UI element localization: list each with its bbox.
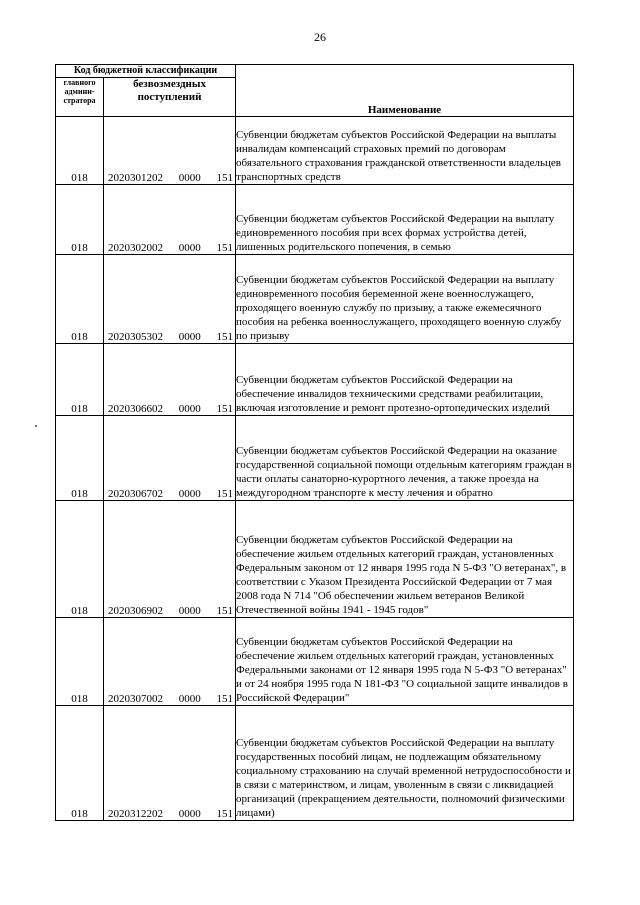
code-sub: 0000 bbox=[178, 403, 201, 415]
code-sub: 0000 bbox=[178, 808, 201, 820]
admin-code: 018 bbox=[56, 501, 104, 618]
admin-code: 018 bbox=[56, 706, 104, 821]
revenue-code bbox=[104, 344, 236, 416]
code-kind: 151 bbox=[216, 242, 233, 254]
row-name: Субвенции бюджетам субъектов Российской Федерации на выплату государственных пособий лицам, не подлежащим обязательному социальному страхованию на случай временной нетрудоспособности и в связи с материнством, и лицам, уволенным в связи с ликвидацией организаций (прекращением деятельности, полномочий физическими лицами) bbox=[236, 706, 574, 821]
row-name: Субвенции бюджетам субъектов Российской Федерации на оказание государственной социальной помощи отдельным категориям граждан в части оплаты санаторно-курортного лечения, а также проезда на междугородном транспорте к месту лечения и обратно bbox=[236, 416, 574, 501]
revenue-code bbox=[104, 416, 236, 501]
admin-code: 018 bbox=[56, 255, 104, 344]
admin-code: 018 bbox=[56, 618, 104, 706]
code-main: 2020305302 bbox=[108, 331, 163, 343]
code-sub: 0000 bbox=[178, 605, 201, 617]
admin-code: 018 bbox=[56, 416, 104, 501]
code-kind: 151 bbox=[216, 331, 233, 343]
admin-code: 018 bbox=[56, 344, 104, 416]
revenue-code bbox=[104, 185, 236, 255]
code-main: 2020302002 bbox=[108, 242, 163, 254]
code-main: 2020306702 bbox=[108, 488, 163, 500]
code-kind: 151 bbox=[216, 808, 233, 820]
budget-classification-table bbox=[55, 64, 574, 821]
revenue-code bbox=[104, 255, 236, 344]
page-number: 26 bbox=[314, 30, 326, 44]
row-name: Субвенции бюджетам субъектов Российской Федерации на выплаты инвалидам компенсаций страховых премий по договорам обязательного страхования гражданской ответственности владельцев транспортных средств bbox=[236, 117, 574, 185]
header-revenue: безвозмездных поступлений bbox=[104, 78, 236, 117]
header-admin: главного админи-стратора bbox=[56, 78, 104, 117]
code-sub: 0000 bbox=[178, 488, 201, 500]
table-row bbox=[56, 117, 574, 185]
header-budget-classification: Код бюджетной классификации bbox=[56, 65, 236, 78]
code-kind: 151 bbox=[216, 693, 233, 705]
scan-speck bbox=[35, 425, 37, 427]
revenue-code bbox=[104, 501, 236, 618]
revenue-code bbox=[104, 117, 236, 185]
table-row bbox=[56, 185, 574, 255]
code-main: 2020312202 bbox=[108, 808, 163, 820]
row-name: Субвенции бюджетам субъектов Российской Федерации на обеспечение жильем отдельных категорий граждан, установленных Федеральным законом от 12 января 1995 года N 5-ФЗ "О ветеранах", в соответствии с Указом Президента Российской Федерации от 7 мая 2008 года N 714 "Об обеспечении жильем ветеранов Великой Отечественной войны 1941 - 1945 годов" bbox=[236, 501, 574, 618]
code-sub: 0000 bbox=[178, 242, 201, 254]
code-main: 2020301202 bbox=[108, 172, 163, 184]
code-kind: 151 bbox=[216, 172, 233, 184]
code-sub: 0000 bbox=[178, 693, 201, 705]
code-kind: 151 bbox=[216, 403, 233, 415]
table-row bbox=[56, 344, 574, 416]
table-row bbox=[56, 618, 574, 706]
row-name: Субвенции бюджетам субъектов Российской Федерации на выплату единовременного пособия при всех формах устройства детей, лишенных родительского попечения, в семью bbox=[236, 185, 574, 255]
table-row bbox=[56, 706, 574, 821]
table-row bbox=[56, 501, 574, 618]
row-name: Субвенции бюджетам субъектов Российской Федерации на обеспечение инвалидов техническими средствами реабилитации, включая изготовление и ремонт протезно-ортопедических изделий bbox=[236, 344, 574, 416]
code-main: 2020306902 bbox=[108, 605, 163, 617]
code-main: 2020307002 bbox=[108, 693, 163, 705]
admin-code: 018 bbox=[56, 185, 104, 255]
revenue-code bbox=[104, 618, 236, 706]
code-kind: 151 bbox=[216, 605, 233, 617]
revenue-code bbox=[104, 706, 236, 821]
admin-code: 018 bbox=[56, 117, 104, 185]
header-name: Наименование bbox=[236, 65, 574, 117]
code-kind: 151 bbox=[216, 488, 233, 500]
table-row bbox=[56, 255, 574, 344]
table-row bbox=[56, 416, 574, 501]
row-name: Субвенции бюджетам субъектов Российской Федерации на выплату единовременного пособия беременной жене военнослужащего, проходящего военную службу по призыву, а также ежемесячного пособия на ребенка военнослужащего, проходящего военную службу по призыву bbox=[236, 255, 574, 344]
code-sub: 0000 bbox=[178, 331, 201, 343]
row-name: Субвенции бюджетам субъектов Российской Федерации на обеспечение жильем отдельных категорий граждан, установленных Федеральными законами от 12 января 1995 года N 5-ФЗ "О ветеранах" и от 24 ноября 1995 года N 181-ФЗ "О социальной защите инвалидов в Российской Федерации" bbox=[236, 618, 574, 706]
code-sub: 0000 bbox=[178, 172, 201, 184]
code-main: 2020306602 bbox=[108, 403, 163, 415]
